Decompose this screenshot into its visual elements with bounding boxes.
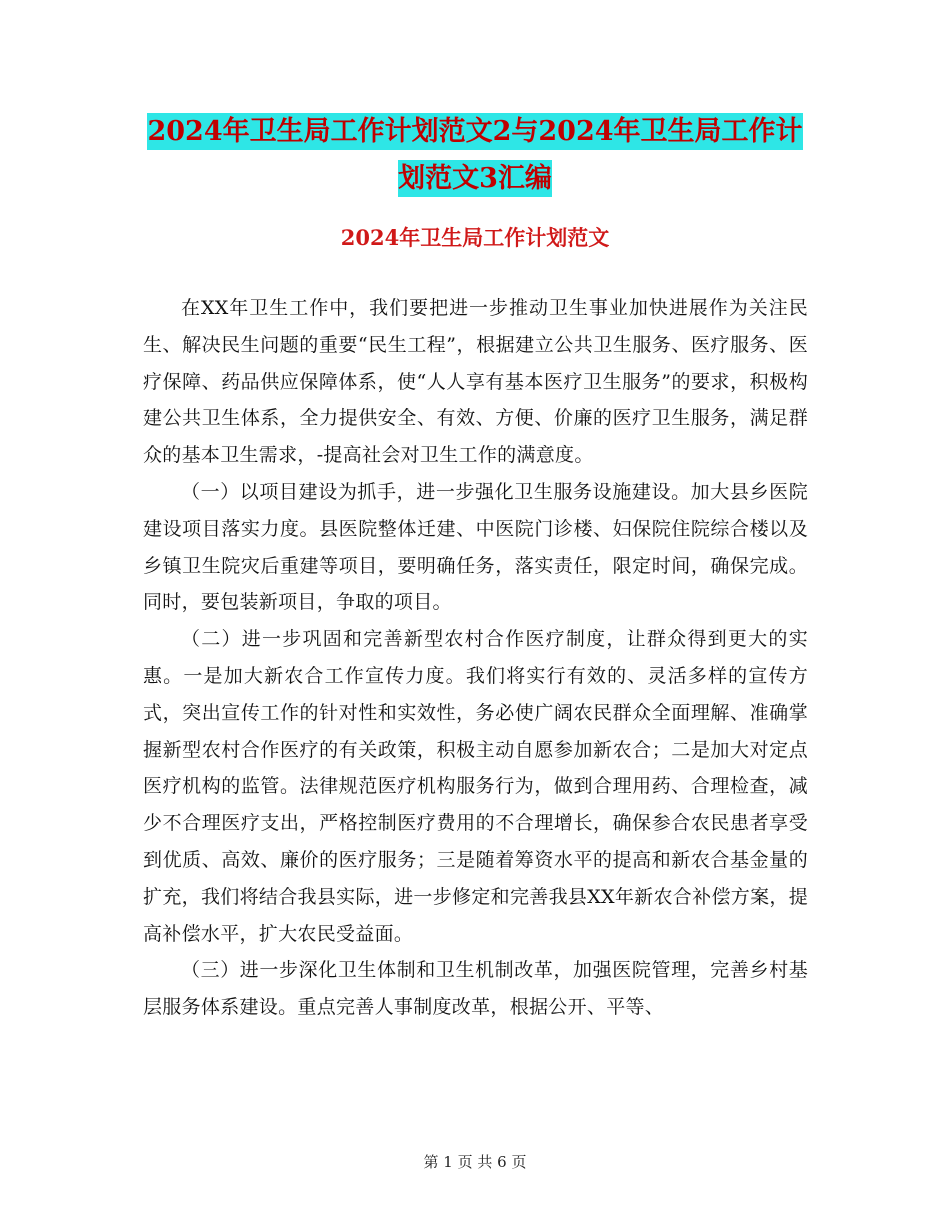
document-title (0, 108, 950, 202)
paragraph-item-3: （三）进一步深化卫生体制和卫生机制改革，加强医院管理，完善乡村基层服务体系建设。重点完善人事制度改革，根据公开、平等、 (143, 959, 808, 1019)
document-title-line-1: 2024年卫生局工作计划范文2与2024年卫生局工作计 (147, 113, 802, 150)
section-title: 2024年卫生局工作计划范文 (340, 225, 610, 250)
document-body (143, 290, 808, 1026)
document-title-line-2: 划范文3汇编 (398, 160, 552, 197)
paragraph-item-1: （一）以项目建设为抓手，进一步强化卫生服务设施建设。加大县乡医院建设项目落实力度。县医院整体迁建、中医院门诊楼、妇保院住院综合楼以及乡镇卫生院灾后重建等项目，要明确任务，落实责任，限定时间，确保完成。同时，要包装新项目，争取的项目。 (143, 480, 808, 614)
paragraph-item-2: （二）进一步巩固和完善新型农村合作医疗制度，让群众得到更大的实惠。一是加大新农合工作宣传力度。我们将实行有效的、灵活多样的宣传方式，突出宣传工作的针对性和实效性，务必使广阔农民群众全面理解、准确掌握新型农村合作医疗的有关政策，积极主动自愿参加新农合；二是加大对定点医疗机构的监管。法律规范医疗机构服务行为，做到合理用药、合理检查，减少不合理医疗支出，严格控制医疗费用的不合理增长，确保参合农民患者享受到优质、高效、廉价的医疗服务；三是随着筹资水平的提高和新农合基金量的扩充，我们将结合我县实际，进一步修定和完善我县XX年新农合补偿方案，提高补偿水平，扩大农民受益面。 (143, 628, 808, 945)
page-footer: 第 1 页 共 6 页 (423, 1153, 527, 1171)
paragraph-intro: 在XX年卫生工作中，我们要把进一步推动卫生事业加快进展作为关注民生、解决民生问题的重要“民生工程”，根据建立公共卫生服务、医疗服务、医疗保障、药品供应保障体系，使“人人享有基本医疗卫生服务”的要求，积极构建公共卫生体系，全力提供安全、有效、方便、价廉的医疗卫生服务，满足群众的基本卫生需求，-提高社会对卫生工作的满意度。 (143, 297, 808, 467)
